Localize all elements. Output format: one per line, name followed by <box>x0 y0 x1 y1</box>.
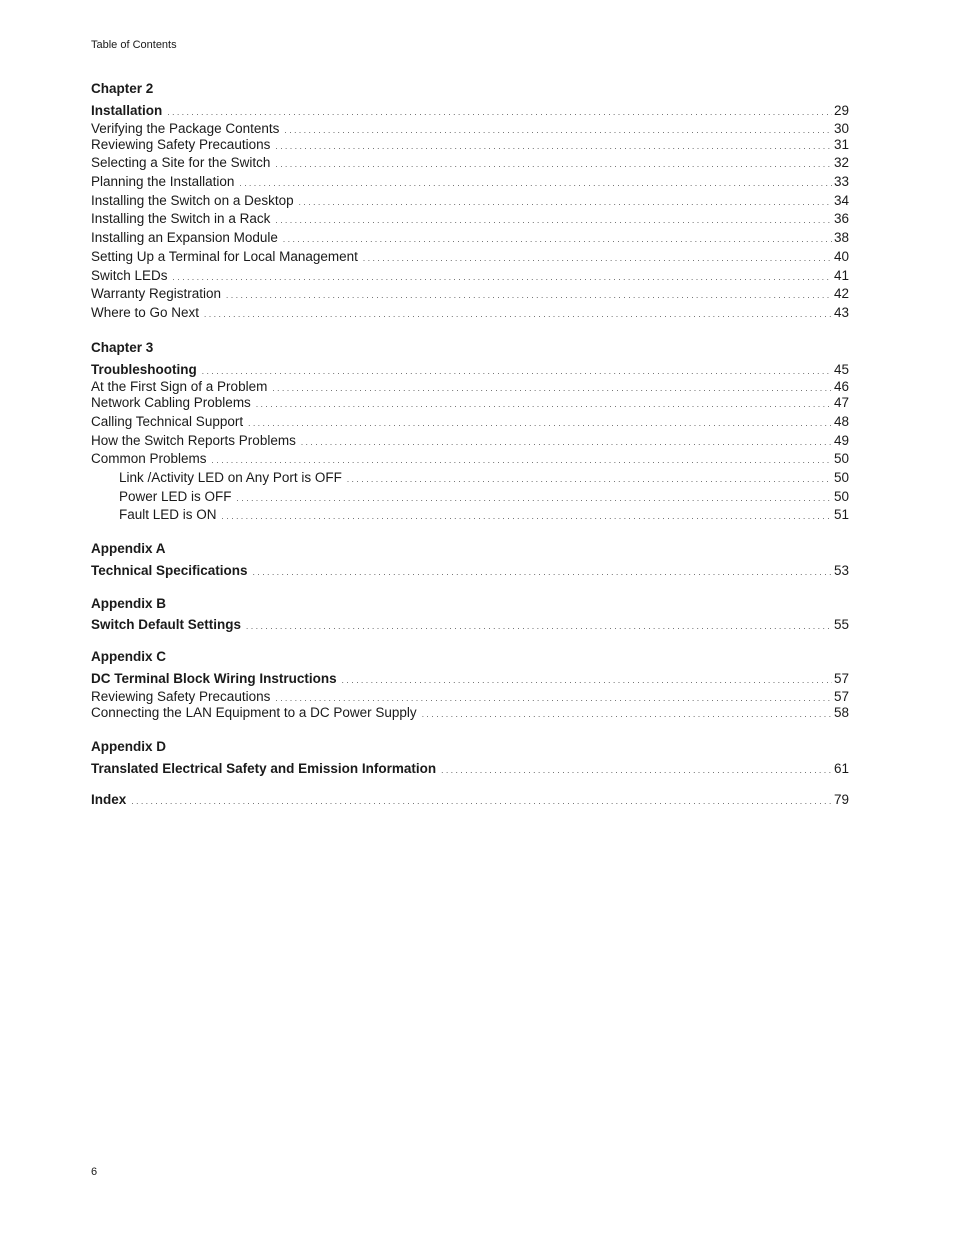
dot-leader <box>441 762 832 781</box>
appendix-c-section <box>91 648 849 722</box>
appendix-a-section <box>91 540 849 581</box>
page-number: 6 <box>91 1166 98 1178</box>
appendix-label: Appendix B <box>91 595 167 611</box>
toc-entry[interactable] <box>91 304 849 323</box>
dot-leader <box>226 287 832 306</box>
entry-title: How the Switch Reports Problems <box>91 432 296 448</box>
entry-page: 79 <box>833 791 849 807</box>
entry-list <box>91 379 849 525</box>
toc-entry[interactable] <box>91 689 849 704</box>
toc-subentry[interactable] <box>91 488 849 507</box>
entry-title: Where to Go Next <box>91 304 200 320</box>
entry-page: 38 <box>833 230 849 246</box>
entry-page: 31 <box>833 136 849 152</box>
dot-leader <box>131 793 832 812</box>
entry-title: Reviewing Safety Precautions <box>91 689 271 705</box>
entry-title: Troubleshooting <box>91 361 197 377</box>
dot-leader <box>202 363 832 382</box>
entry-title: DC Terminal Block Wiring Instructions <box>91 671 337 687</box>
entry-title: Switch Default Settings <box>91 616 242 632</box>
entry-title: Translated Electrical Safety and Emission Information <box>91 760 437 776</box>
entry-page: 50 <box>833 451 849 467</box>
dot-leader <box>275 138 832 157</box>
entry-list <box>91 121 849 323</box>
running-head: Table of Contents <box>91 39 177 51</box>
entry-title: Installing the Switch in a Rack <box>91 211 271 227</box>
toc-entry[interactable] <box>91 229 849 248</box>
dot-leader <box>256 396 832 415</box>
entry-page: 53 <box>833 563 849 579</box>
toc-entry[interactable] <box>91 248 849 267</box>
entry-title: Power LED is OFF <box>119 488 232 504</box>
entry-page: 41 <box>833 267 849 283</box>
entry-page: 57 <box>833 671 849 687</box>
dot-leader <box>246 618 832 637</box>
toc-entry[interactable] <box>91 285 849 304</box>
dot-leader <box>239 175 832 194</box>
toc-entry[interactable] <box>91 121 849 136</box>
entry-page: 30 <box>833 120 849 136</box>
entry-page: 47 <box>833 395 849 411</box>
entry-page: 51 <box>833 507 849 523</box>
entry-page: 61 <box>833 760 849 776</box>
entry-page: 50 <box>833 488 849 504</box>
toc-entry[interactable] <box>91 267 849 286</box>
entry-page: 50 <box>833 470 849 485</box>
entry-title: Verifying the Package Contents <box>91 120 280 136</box>
toc-entry[interactable] <box>91 394 849 413</box>
appendix-label: Appendix C <box>91 649 167 665</box>
appendix-label: Appendix A <box>91 541 166 557</box>
entry-title: Planning the Installation <box>91 174 235 190</box>
toc-entry[interactable] <box>91 450 849 469</box>
entry-title: Setting Up a Terminal for Local Management <box>91 248 358 264</box>
entry-title: Warranty Registration <box>91 286 222 302</box>
chapter-label: Chapter 2 <box>91 81 154 96</box>
entry-title: Installing an Expansion Module <box>91 230 278 246</box>
appendix-b-section <box>91 595 849 635</box>
entry-page: 45 <box>833 361 849 377</box>
entry-page: 49 <box>833 432 849 448</box>
toc-entry[interactable] <box>91 432 849 451</box>
toc-entry[interactable] <box>91 379 849 394</box>
entry-title: Calling Technical Support <box>91 413 244 429</box>
entry-title: Technical Specifications <box>91 563 248 579</box>
toc-entry[interactable] <box>91 173 849 192</box>
entry-page: 29 <box>833 103 849 118</box>
entry-page: 42 <box>833 286 849 302</box>
entry-title: Connecting the LAN Equipment to a DC Power Supply <box>91 705 417 721</box>
entry-page: 43 <box>833 304 849 320</box>
dot-leader <box>272 381 832 396</box>
appendix-title-entry[interactable] <box>91 616 849 635</box>
entry-page: 57 <box>833 689 849 705</box>
entry-page: 36 <box>833 211 849 227</box>
entry-title: Fault LED is ON <box>119 507 217 523</box>
entry-title: Common Problems <box>91 451 207 467</box>
dot-leader <box>347 471 832 490</box>
dot-leader <box>248 415 832 434</box>
dot-leader <box>299 194 832 213</box>
chapter-3-section <box>91 339 849 526</box>
toc-entry[interactable] <box>91 704 849 723</box>
dot-leader <box>237 490 832 509</box>
dot-leader <box>342 672 832 691</box>
entry-title: Selecting a Site for the Switch <box>91 155 271 171</box>
entry-title: Installing the Switch on a Desktop <box>91 192 294 208</box>
entry-title: Switch LEDs <box>91 267 168 283</box>
dot-leader <box>253 564 832 583</box>
entry-page: 48 <box>833 413 849 429</box>
entry-page: 32 <box>833 155 849 171</box>
chapter-label: Chapter 3 <box>91 339 154 355</box>
dot-leader <box>301 434 832 453</box>
entry-page: 58 <box>833 705 849 721</box>
dot-leader <box>275 156 832 175</box>
entry-page: 34 <box>833 192 849 208</box>
entry-title: Installation <box>91 103 163 118</box>
toc-entry[interactable] <box>91 210 849 229</box>
dot-leader <box>204 306 832 325</box>
dot-leader <box>275 212 832 231</box>
entry-title: At the First Sign of a Problem <box>91 379 268 395</box>
toc-entry[interactable] <box>91 154 849 173</box>
chapter-title-entry[interactable] <box>91 361 849 380</box>
toc-entry[interactable] <box>91 413 849 432</box>
toc-entry[interactable] <box>91 192 849 211</box>
index-entry[interactable] <box>91 791 849 810</box>
entry-title: Index <box>91 791 127 807</box>
dot-leader <box>422 706 832 725</box>
appendix-d-section <box>91 738 849 779</box>
toc-subentry[interactable] <box>91 506 849 525</box>
entry-title: Reviewing Safety Precautions <box>91 136 271 152</box>
chapter-2-section <box>91 80 849 323</box>
table-of-contents <box>91 80 849 809</box>
entry-page: 33 <box>833 174 849 190</box>
toc-subentry[interactable] <box>91 469 849 488</box>
toc-entry[interactable] <box>91 136 849 155</box>
dot-leader <box>222 508 832 527</box>
entry-title: Link /Activity LED on Any Port is OFF <box>119 470 342 485</box>
entry-page: 40 <box>833 248 849 264</box>
appendix-title-entry[interactable] <box>91 670 849 689</box>
entry-page: 55 <box>833 616 849 632</box>
appendix-label: Appendix D <box>91 738 167 754</box>
chapter-title-entry[interactable] <box>91 102 849 121</box>
dot-leader <box>363 250 832 269</box>
entry-page: 46 <box>833 379 849 395</box>
dot-leader <box>173 269 832 288</box>
dot-leader <box>284 123 832 138</box>
appendix-title-entry[interactable] <box>91 562 849 581</box>
entry-list <box>91 689 849 723</box>
appendix-title-entry[interactable] <box>91 760 849 779</box>
dot-leader <box>283 231 832 250</box>
entry-title: Network Cabling Problems <box>91 395 251 411</box>
